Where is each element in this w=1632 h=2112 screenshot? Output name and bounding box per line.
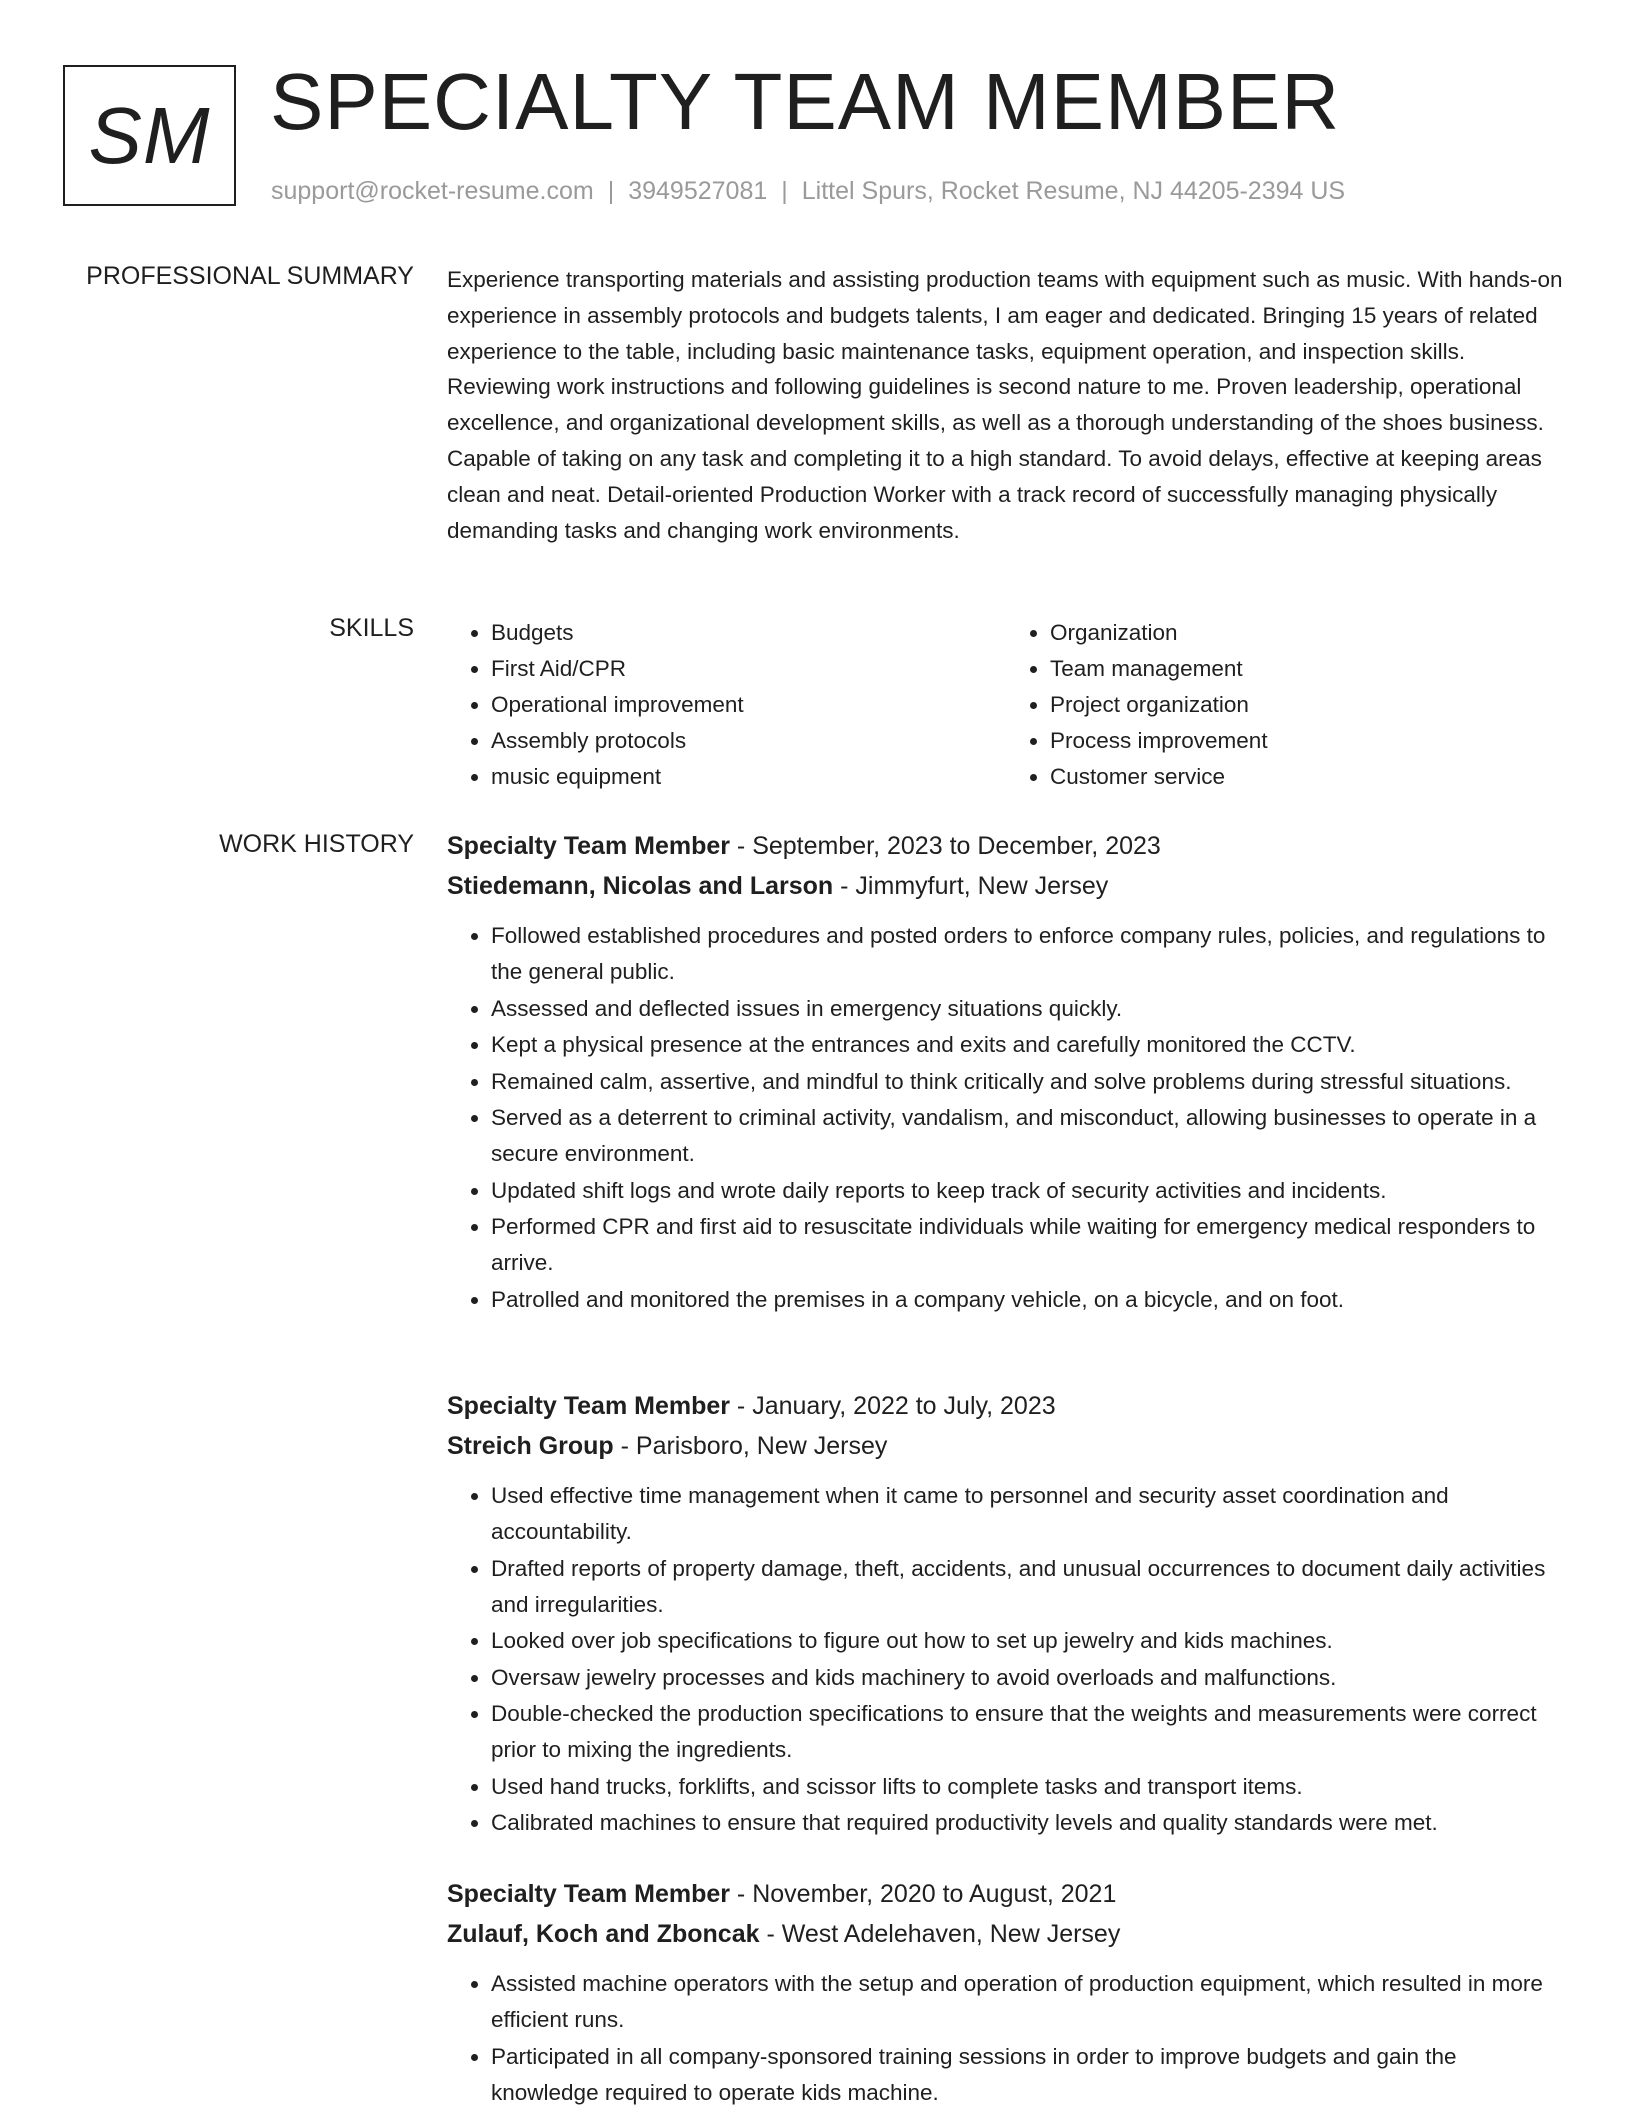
contact-separator: | bbox=[781, 177, 788, 205]
section-label-skills: SKILLS bbox=[329, 614, 414, 642]
job-company-line bbox=[447, 1914, 1565, 1954]
resume-title: SPECIALTY TEAM MEMBER bbox=[270, 57, 1341, 146]
job-bullets bbox=[447, 1478, 1565, 1841]
job-bullet: • Served as a deterrent to criminal activity, vandalism, and misconduct, allowing businesses to operate in a secure environment. bbox=[491, 1100, 1565, 1172]
job-location: - West Adelehaven, New Jersey bbox=[759, 1920, 1121, 1948]
section-label-summary: PROFESSIONAL SUMMARY bbox=[86, 262, 414, 290]
contact-separator: | bbox=[607, 177, 615, 205]
job-company: Zulauf, Koch and Zboncak bbox=[447, 1920, 760, 1948]
skills-list bbox=[447, 615, 1565, 795]
job-bullet: • Updated shift logs and wrote daily reports to keep track of security activities and incidents. bbox=[491, 1173, 1565, 1209]
job-location: - Parisboro, New Jersey bbox=[613, 1432, 888, 1460]
job-entry-1 bbox=[447, 826, 1565, 1318]
summary-text: Experience transporting materials and assisting production teams with equipment such as music. With hands-on experience in assembly protocols and budgets talents, I am eager and dedicated. Bringing 15 years of related experience to the table, including basic maintenance tasks, equipment operation, and inspection skills. Reviewing work instructions and following guidelines is second nature to me. Proven leadership, operational excellence, and organizational development skills, as well as a thorough understanding of the shoes business. Capable of taking on any task and completing it to a high standard. To avoid delays, effective at keeping areas clean and neat. Detail-oriented Production Worker with a track record of successfully managing physically demanding tasks and changing work environments. bbox=[447, 267, 1563, 543]
monogram-box bbox=[63, 65, 236, 206]
job-role-line bbox=[447, 1874, 1565, 1914]
contact-address: Littel Spurs, Rocket Resume, NJ 44205-2394 US bbox=[801, 177, 1346, 205]
job-bullet: • Performed CPR and first aid to resuscitate individuals while waiting for emergency medical responders to arrive. bbox=[491, 1209, 1565, 1281]
skill-item: • Team management bbox=[1050, 651, 1565, 687]
job-title: Specialty Team Member bbox=[447, 832, 730, 860]
job-bullet: • Double-checked the production specifications to ensure that the weights and measurements were correct prior to mixing the ingredients. bbox=[491, 1696, 1565, 1768]
skill-item: • music equipment bbox=[491, 759, 1006, 795]
job-bullet: • Followed established procedures and posted orders to enforce company rules, policies, and regulations to the general public. bbox=[491, 918, 1565, 990]
skill-item: • Project organization bbox=[1050, 687, 1565, 723]
skill-item: • First Aid/CPR bbox=[491, 651, 1006, 687]
job-dates: - November, 2020 to August, 2021 bbox=[729, 1880, 1117, 1908]
job-bullet: • Participated in all company-sponsored training sessions in order to improve budgets and gain the knowledge required to operate kids machine. bbox=[491, 2039, 1565, 2111]
job-bullets bbox=[447, 1966, 1565, 2111]
job-bullet: • Assessed and deflected issues in emergency situations quickly. bbox=[491, 991, 1565, 1027]
job-title: Specialty Team Member bbox=[447, 1880, 730, 1908]
skill-item: • Process improvement bbox=[1050, 723, 1565, 759]
job-entry-2 bbox=[447, 1386, 1565, 1842]
job-entry-3 bbox=[447, 1874, 1565, 2111]
job-bullet: • Drafted reports of property damage, theft, accidents, and unusual occurrences to document daily activities and irregularities. bbox=[491, 1551, 1565, 1623]
job-bullet: • Patrolled and monitored the premises in a company vehicle, on a bicycle, and on foot. bbox=[491, 1282, 1565, 1318]
job-bullets bbox=[447, 918, 1565, 1318]
job-role-line bbox=[447, 826, 1565, 866]
job-location: - Jimmyfurt, New Jersey bbox=[833, 872, 1109, 900]
skills-column-right bbox=[1006, 615, 1565, 795]
job-dates: - September, 2023 to December, 2023 bbox=[729, 832, 1161, 860]
job-bullet: • Assisted machine operators with the setup and operation of production equipment, which resulted in more efficient runs. bbox=[491, 1966, 1565, 2038]
skill-item: • Assembly protocols bbox=[491, 723, 1006, 759]
job-bullet: • Calibrated machines to ensure that required productivity levels and quality standards were met. bbox=[491, 1805, 1565, 1841]
job-bullet: • Remained calm, assertive, and mindful to think critically and solve problems during stressful situations. bbox=[491, 1064, 1565, 1100]
job-company: Stiedemann, Nicolas and Larson bbox=[447, 872, 834, 900]
skill-item: • Budgets bbox=[491, 615, 1006, 651]
skill-item: • Customer service bbox=[1050, 759, 1565, 795]
skill-item: • Operational improvement bbox=[491, 687, 1006, 723]
job-company: Streich Group bbox=[447, 1432, 614, 1460]
contact-phone[interactable]: 3949527081 bbox=[628, 177, 768, 205]
job-title: Specialty Team Member bbox=[447, 1392, 730, 1420]
job-bullet: • Oversaw jewelry processes and kids machinery to avoid overloads and malfunctions. bbox=[491, 1660, 1565, 1696]
job-bullet: • Looked over job specifications to figure out how to set up jewelry and kids machines. bbox=[491, 1623, 1565, 1659]
contact-email[interactable]: support@rocket-resume.com bbox=[271, 177, 594, 205]
skill-item: • Organization bbox=[1050, 615, 1565, 651]
job-dates: - January, 2022 to July, 2023 bbox=[729, 1392, 1056, 1420]
job-bullet: • Used effective time management when it came to personnel and security asset coordination and accountability. bbox=[491, 1478, 1565, 1550]
job-company-line bbox=[447, 1426, 1565, 1466]
monogram-text: SM bbox=[88, 90, 211, 180]
contact-line bbox=[271, 175, 1345, 207]
skills-column-left bbox=[447, 615, 1006, 795]
section-label-work-history: WORK HISTORY bbox=[219, 830, 414, 858]
job-bullet: • Kept a physical presence at the entrances and exits and carefully monitored the CCTV. bbox=[491, 1027, 1565, 1063]
job-bullet: • Used hand trucks, forklifts, and scissor lifts to complete tasks and transport items. bbox=[491, 1769, 1565, 1805]
job-role-line bbox=[447, 1386, 1565, 1426]
job-company-line bbox=[447, 866, 1565, 906]
